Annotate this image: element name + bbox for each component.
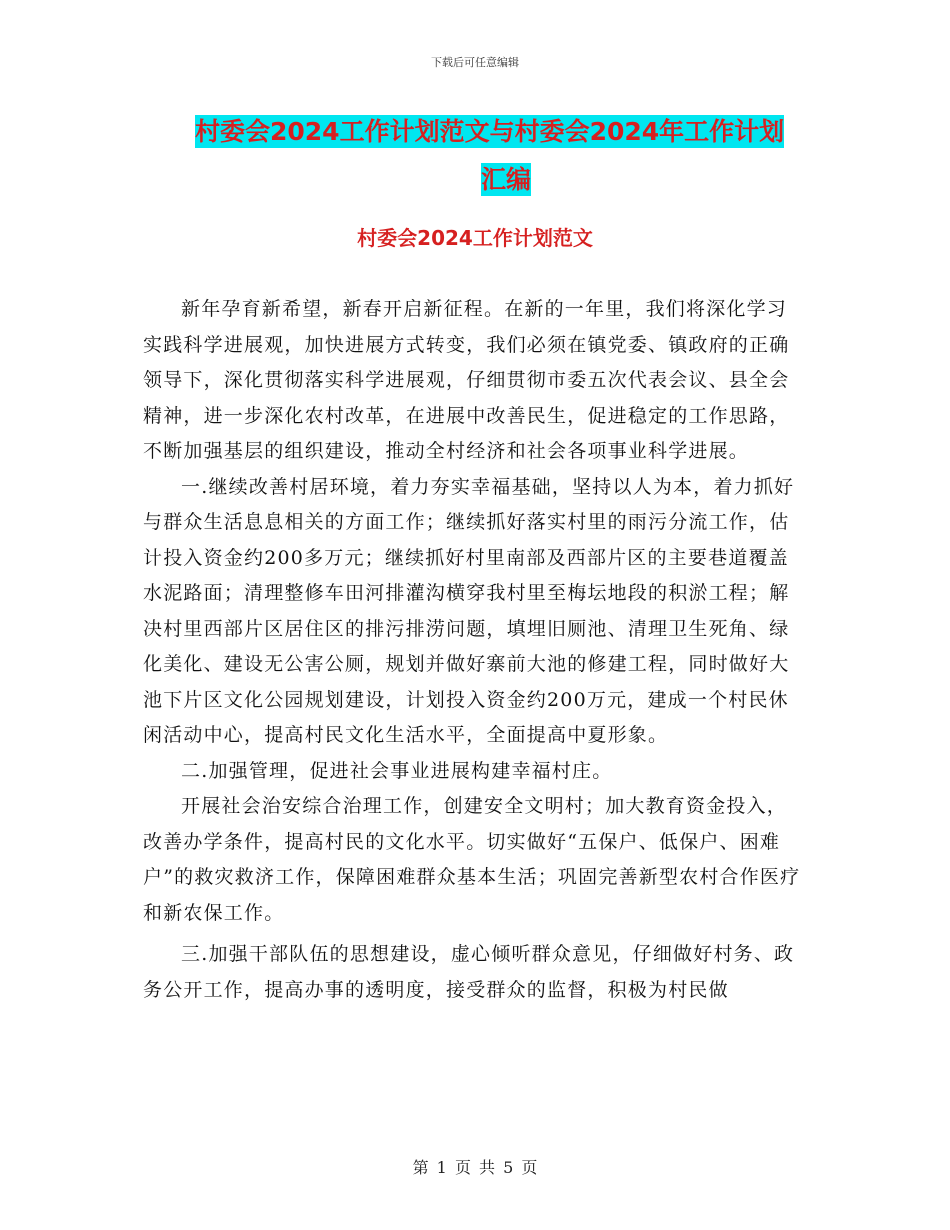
header-note: 下载后可任意编辑 (431, 56, 519, 69)
document-title-line2 (195, 156, 805, 204)
document-title-line1 (195, 108, 805, 156)
page-footer: 第 1 页 共 5 页 (412, 1158, 538, 1177)
body-paragraph: 开展社会治安综合治理工作，创建安全文明村；加大教育资金投入，改善办学条件，提高村民的文化水平。切实做好“五保户、低保户、困难户”的救灾救济工作，保障困难群众基本生活；巩固完善新型农村合作医疗和新农保工作。 (143, 795, 801, 924)
document-title (195, 108, 805, 204)
document-body (143, 292, 807, 1008)
body-paragraph: 一.继续改善村居环境，着力夯实幸福基础，坚持以人为本，着力抓好与群众生活息息相关的方面工作；继续抓好落实村里的雨污分流工作，估计投入资金约200多万元；继续抓好村里南部及西部片区的主要巷道覆盖水泥路面；清理整修车田河排灌沟横穿我村里至梅坛地段的积淤工程；解决村里西部片区居住区的排污排涝问题，填埋旧厕池、清理卫生死角、绿化美化、建设无公害公厕，规划并做好寨前大池的修建工程，同时做好大池下片区文化公园规划建设，计划投入资金约200万元，建成一个村民休闲活动中心，提高村民文化生活水平，全面提高中夏形象。 (143, 475, 795, 746)
body-paragraph: 新年孕育新希望，新春开启新征程。在新的一年里，我们将深化学习实践科学进展观，加快进展方式转变，我们必须在镇党委、镇政府的正确领导下，深化贯彻落实科学进展观，仔细贯彻市委五次代表会议、县全会精神，进一步深化农村改革，在进展中改善民生，促进稳定的工作思路，不断加强基层的组织建设，推动全村经济和社会各项事业科学进展。 (143, 298, 790, 462)
title-highlight: 汇编 (480, 165, 531, 194)
body-paragraph: 三.加强干部队伍的思想建设，虚心倾听群众意见，仔细做好村务、政务公开工作，提高办事的透明度，接受群众的监督，积极为村民做 (143, 943, 795, 1001)
title-highlight: 村委会2024工作计划范文与村委会2024年工作计划 (195, 117, 785, 146)
section-title: 村委会2024工作计划范文 (357, 226, 593, 250)
body-paragraph: 二.加强管理，促进社会事业进展构建幸福村庄。 (181, 759, 613, 782)
